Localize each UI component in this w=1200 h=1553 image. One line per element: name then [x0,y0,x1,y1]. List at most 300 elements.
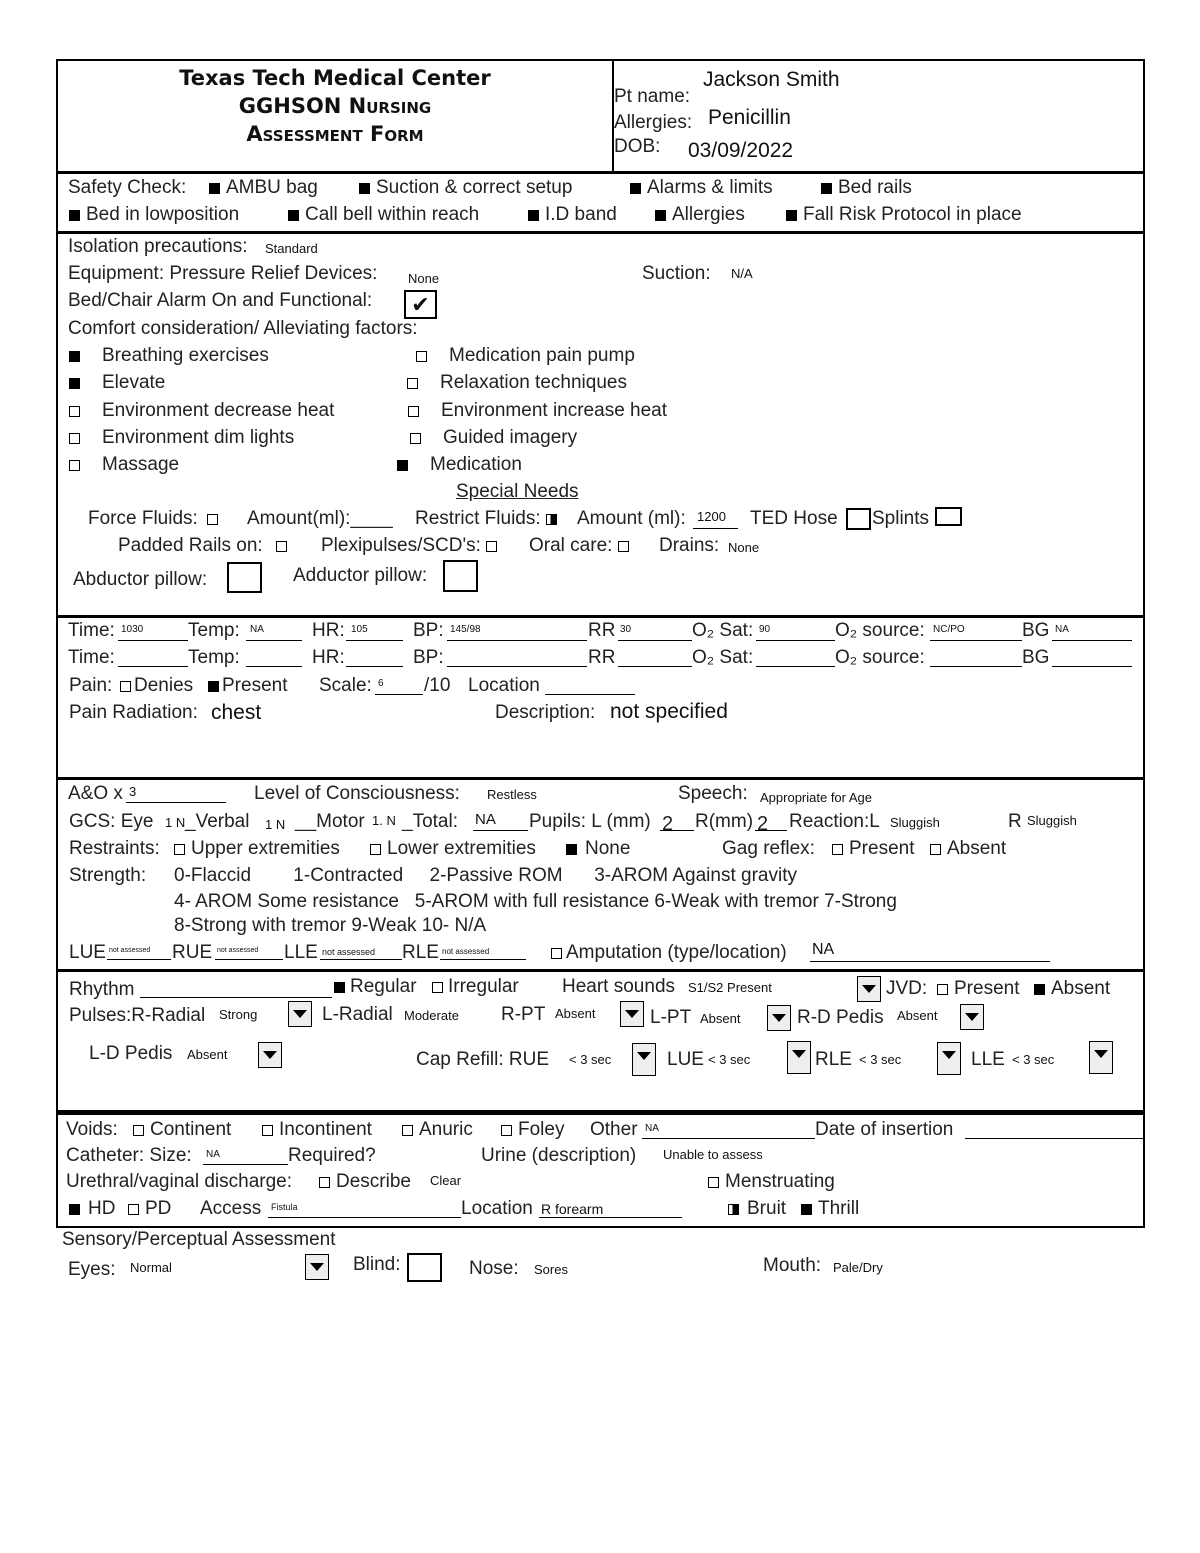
rr-input-2[interactable] [618,666,692,667]
bedlow-checkbox[interactable] [69,210,80,221]
menstruating-label: Menstruating [725,1171,835,1192]
verbal-value[interactable]: 1 N [265,817,286,832]
increase-heat-label: Environment increase heat [441,400,668,421]
ao-value[interactable]: 3 [129,784,137,799]
padded-rails[interactable] [118,535,293,557]
access-label: Access [200,1198,262,1219]
comfort-elevate[interactable] [69,372,165,394]
anuric-checkbox[interactable] [402,1125,413,1136]
pain-denies[interactable] [120,675,193,697]
idband-label: I.D band [545,204,617,225]
voids-foley[interactable] [501,1119,564,1141]
restraint-none[interactable] [566,838,630,860]
jvd-label: JVD: [886,978,928,999]
pain-present-checkbox[interactable] [208,681,219,692]
location-value[interactable]: R forearm [541,1201,604,1217]
restraint-lower-checkbox[interactable] [370,844,381,855]
bruit-label: Bruit [747,1198,787,1219]
cap-lue-label: LUE [667,1049,704,1070]
dim-lights-label: Environment dim lights [102,427,295,448]
date-insertion-input[interactable] [965,1138,1143,1139]
voids-continent[interactable] [133,1119,231,1141]
temp-input-2[interactable] [246,666,302,667]
oral-care[interactable] [529,535,635,557]
isolation-label: Isolation precautions: [68,236,248,257]
location-label: Location [461,1198,533,1219]
safety-callbell[interactable] [288,204,479,226]
time-label-2: Time: [68,647,115,668]
title-line1: Texas Tech Medical Center [179,66,491,90]
safety-suction[interactable] [359,177,572,199]
bedrails-checkbox[interactable] [821,183,832,194]
safety-idband[interactable] [528,204,617,226]
cap-lle-dropdown[interactable] [1089,1041,1113,1074]
amount-ml-label: Amount(ml):____ [247,508,393,529]
lue-value[interactable]: not assessed [109,947,151,954]
equipment-label: Equipment: Pressure Relief Devices: [68,263,378,284]
bedalarm-checkbox[interactable]: ✔ [404,290,437,319]
mouth-label: Mouth: [763,1255,822,1276]
amputation-checkbox[interactable] [551,948,562,959]
pt-name-label: Pt name: [614,86,691,107]
bg-label-2: BG [1022,647,1050,668]
gag-absent-checkbox[interactable] [930,844,941,855]
pain-denies-label: Denies [134,675,194,696]
restraint-lower[interactable] [370,838,536,860]
pd-checkbox[interactable] [128,1204,139,1215]
restraint-upper[interactable] [174,838,340,860]
reaction-l-value[interactable]: Sluggish [890,815,940,830]
medication-label: Medication [430,454,522,475]
heart-dropdown[interactable] [857,976,881,1002]
rhythm-input[interactable] [140,997,332,998]
time-label-1: Time: [68,620,115,641]
pd-option[interactable] [128,1198,171,1220]
menstruating[interactable] [708,1171,835,1193]
r-radial-value[interactable]: Strong [219,1007,258,1022]
oral-care-label: Oral care: [529,535,613,556]
amputation-label: Amputation (type/location) [566,942,787,963]
restrict-fluids-checkbox[interactable] [546,514,557,525]
ted-hose-label: TED Hose [750,508,838,529]
l-dp-dropdown[interactable] [258,1042,282,1068]
gcs-eye-value[interactable]: 1 N [165,815,186,830]
l-radial-value[interactable]: Moderate [404,1008,459,1023]
restrict-fluids-label[interactable] [415,508,563,530]
force-fluids-label[interactable] [88,508,224,530]
idband-checkbox[interactable] [528,210,539,221]
comfort-massage[interactable] [69,454,179,476]
rr-label-1: RR [588,620,616,641]
temp-label-1: Temp: [188,620,240,641]
blind-label: Blind: [353,1254,401,1275]
o2src-value-1[interactable]: NC/PO [933,624,965,635]
r-dp-dropdown[interactable] [960,1004,984,1030]
bedlow-label: Bed in lowposition [86,204,240,225]
o2src-input-2[interactable] [930,666,1022,667]
temp-label-2: Temp: [188,647,240,668]
l-pt-label: L-PT [650,1007,692,1028]
speech-label: Speech: [678,783,748,804]
hd-checkbox[interactable] [69,1204,80,1215]
thrill-label: Thrill [818,1198,860,1219]
cap-lue-dropdown[interactable] [787,1041,811,1074]
describe-checkbox[interactable] [319,1177,330,1188]
decrease-heat-checkbox[interactable] [69,406,80,417]
rle-label: RLE [402,942,439,963]
lue-label: LUE [69,942,106,963]
elevate-label: Elevate [102,372,166,393]
rr-label-2: RR [588,647,616,668]
massage-checkbox[interactable] [69,460,80,471]
oral-care-checkbox[interactable] [618,541,629,552]
r-pt-label: R-PT [501,1004,546,1025]
cap-rle-value[interactable]: < 3 sec [859,1052,902,1067]
strength-line1: 0-Flaccid 1-Contracted 2-Passive ROM 3-AROM Against gravity [174,865,797,886]
rhythm-label: Rhythm [69,979,135,1000]
reaction-label: Reaction:L [789,811,880,832]
hd-option[interactable] [69,1198,115,1220]
jvd-present-checkbox[interactable] [937,984,948,995]
jvd-absent[interactable] [1034,978,1110,1000]
alarms-label: Alarms & limits [647,177,773,198]
plexipulses-checkbox[interactable] [486,541,497,552]
drains-value[interactable]: None [728,540,760,555]
urine-label: Urine (description) [481,1145,637,1166]
lle-value[interactable]: not assessed [322,947,376,957]
cap-lle-value[interactable]: < 3 sec [1012,1052,1055,1067]
ambu-label: AMBU bag [226,177,318,198]
r-pt-value[interactable]: Absent [555,1006,596,1021]
adductor-checkbox[interactable] [443,560,478,592]
required-label: Required? [288,1145,376,1166]
comfort-medication[interactable] [397,454,522,476]
discharge-describe[interactable] [319,1171,411,1193]
callbell-label: Call bell within reach [305,204,480,225]
strength-label: Strength: [69,865,147,886]
cap-refill-label: Cap Refill: RUE [416,1049,550,1070]
cap-rue-dropdown[interactable] [632,1043,656,1076]
abductor-checkbox[interactable] [227,562,262,593]
bedalarm-label: Bed/Chair Alarm On and Functional: [68,290,373,311]
comfort-increase-heat[interactable] [408,400,667,422]
regular-checkbox[interactable] [334,982,345,993]
anuric-label: Anuric [419,1119,473,1140]
discharge-label: Urethral/vaginal discharge: [66,1171,293,1192]
callbell-checkbox[interactable] [288,210,299,221]
bg-input-2[interactable] [1052,666,1132,667]
cap-rle-label: RLE [815,1049,852,1070]
regular-label: Regular [350,976,417,997]
gcs-eye-label: GCS: Eye [69,811,154,832]
suction-label: Suction & correct setup [376,177,573,198]
splints-checkbox[interactable] [935,507,962,526]
cap-rue-value[interactable]: < 3 sec [569,1052,612,1067]
safety-alarms[interactable] [630,177,773,199]
pupil-l-value[interactable]: 2 [662,813,674,835]
l-dp-label: L-D Pedis [89,1043,173,1064]
equipment-value[interactable]: None [408,271,440,286]
safety-fallrisk[interactable] [786,204,1022,226]
bp-value-1[interactable]: 145/98 [450,624,481,635]
access-value[interactable]: Fistula [271,1202,298,1212]
medication-checkbox[interactable] [397,460,408,471]
l-radial-label: L-Radial [322,1004,393,1025]
plexipulses[interactable] [321,535,503,557]
special-needs-heading: Special Needs [456,481,579,502]
radiation-value[interactable]: chest [211,701,262,724]
suction-value[interactable]: N/A [731,266,753,281]
catheter-label: Catheter: Size: [66,1145,192,1166]
continent-checkbox[interactable] [133,1125,144,1136]
eyes-value[interactable]: Normal [130,1260,172,1275]
fallrisk-checkbox[interactable] [786,210,797,221]
strength-line3: 8-Strong with tremor 9-Weak 10- N/A [174,915,487,936]
gag-present-checkbox[interactable] [832,844,843,855]
alarms-checkbox[interactable] [630,183,641,194]
blind-checkbox[interactable] [407,1253,442,1282]
dob-value[interactable]: 03/09/2022 [688,139,794,162]
r-pt-dropdown[interactable] [620,1001,644,1027]
safety-allergies-label: Allergies [672,204,745,225]
describe-label: Describe [336,1171,411,1192]
gag-absent[interactable] [930,838,1006,860]
strength-line2: 4- AROM Some resistance 5-AROM with full resistance 6-Weak with tremor 7-Strong [174,891,897,912]
nose-label: Nose: [469,1258,519,1279]
ao-label: A&O x [68,783,123,804]
scale-label: Scale: [319,675,372,696]
safety-label: Safety Check: [68,177,187,198]
guided-imagery-checkbox[interactable] [410,433,421,444]
suction-checkbox[interactable] [359,183,370,194]
rr-value-1[interactable]: 30 [620,624,632,635]
loc-label: Level of Consciousness: [254,783,460,804]
motor-value[interactable]: 1. N [372,813,396,828]
restrict-amount-value[interactable]: 1200 [697,509,726,524]
pulses-label: Pulses:R-Radial [69,1005,206,1026]
bruit-option[interactable] [728,1198,786,1220]
plexipulses-label: Plexipulses/SCD's: [321,535,481,556]
padded-rails-label: Padded Rails on: [118,535,263,556]
jvd-absent-checkbox[interactable] [1034,984,1045,995]
loc-value[interactable]: Restless [487,787,537,802]
hr-label-2: HR: [312,647,345,668]
allergies-value[interactable]: Penicillin [708,106,791,129]
o2src-label-1: O₂ source: [835,620,925,641]
restraint-none-label: None [585,838,631,859]
bp-label-1: BP: [413,620,444,641]
pupils-label: Pupils: L (mm) [529,811,651,832]
gag-label: Gag reflex: [722,838,815,859]
o2sat-value-1[interactable]: 90 [759,624,771,635]
comfort-pain-pump[interactable] [416,345,635,367]
other-value[interactable]: NA [645,1123,659,1134]
date-insertion-label: Date of insertion [815,1119,954,1140]
comfort-dim-lights[interactable] [69,427,294,449]
reaction-r-value[interactable]: Sluggish [1027,813,1077,828]
voids-label: Voids: [66,1119,118,1140]
time-value-1[interactable]: 1030 [121,624,144,635]
isolation-value[interactable]: Standard [265,241,318,256]
r-radial-dropdown[interactable] [288,1001,312,1027]
comfort-relaxation[interactable] [407,372,627,394]
motor-text: Motor [316,811,365,832]
abductor-label: Abductor pillow: [73,569,208,590]
motor-label: __Motor [295,811,365,832]
restraint-none-checkbox[interactable] [566,844,577,855]
gag-present[interactable] [832,838,914,860]
padded-rails-checkbox[interactable] [276,541,287,552]
pain-present-label: Present [222,675,288,696]
jvd-present[interactable] [937,978,1019,1000]
hr-value-1[interactable]: 105 [351,624,368,635]
foley-checkbox[interactable] [501,1125,512,1136]
nose-value[interactable]: Sores [534,1262,568,1277]
lle-label: LLE [284,942,318,963]
menstruating-checkbox[interactable] [708,1177,719,1188]
pain-denies-checkbox[interactable] [120,681,131,692]
comfort-decrease-heat[interactable] [69,400,334,422]
continent-label: Continent [150,1119,232,1140]
total-value[interactable]: NA [475,811,496,828]
incontinent-label: Incontinent [279,1119,372,1140]
bg-value-1[interactable]: NA [1055,624,1069,635]
foley-label: Foley [518,1119,565,1140]
description-label: Description: [495,702,596,723]
relaxation-label: Relaxation techniques [440,372,627,393]
pupil-r-label: R(mm) [695,811,754,832]
rue-label: RUE [172,942,213,963]
eyes-label: Eyes: [68,1259,116,1280]
adductor-label: Adductor pillow: [293,565,428,586]
amputation[interactable] [551,942,787,964]
verbal-text: Verbal [195,811,250,832]
comfort-breathing[interactable] [69,345,269,367]
heart-label: Heart sounds [562,976,676,997]
rhythm-regular[interactable] [334,976,417,998]
amputation-value[interactable]: NA [812,941,835,958]
pd-label: PD [145,1198,172,1219]
bp-input-2[interactable] [447,666,587,667]
cap-lue-value[interactable]: < 3 sec [708,1052,751,1067]
bruit-checkbox[interactable] [728,1204,739,1215]
ted-hose-checkbox[interactable] [846,508,871,530]
ambu-checkbox[interactable] [209,183,220,194]
hr-label-1: HR: [312,620,345,641]
increase-heat-checkbox[interactable] [408,406,419,417]
amount-ml2-label: Amount (ml): [577,508,686,529]
bedrails-label: Bed rails [838,177,912,198]
rue-value[interactable]: not assessed [217,947,259,954]
temp-value-1[interactable]: NA [250,624,264,635]
allergies-checkbox[interactable] [655,210,666,221]
speech-value[interactable]: Appropriate for Age [760,790,873,805]
mouth-value[interactable]: Pale/Dry [833,1260,883,1275]
other-label: Other [590,1119,638,1140]
total-text: Total: [412,811,458,832]
jvd-absent-label: Absent [1051,978,1111,999]
reaction-r-label: R [1008,811,1022,832]
pain-pump-checkbox[interactable] [416,351,427,362]
comfort-guided-imagery[interactable] [410,427,577,449]
cap-rle-dropdown[interactable] [937,1042,961,1075]
describe-value[interactable]: Clear [430,1173,462,1188]
relaxation-checkbox[interactable] [407,378,418,389]
restrict-fluids-text: Restrict Fluids: [415,508,541,529]
elevate-checkbox[interactable] [69,378,80,389]
dob-label: DOB: [614,136,661,157]
l-pt-dropdown[interactable] [767,1005,791,1031]
allergies-label: Allergies: [614,112,693,133]
total-label: _Total: [402,811,458,832]
pain-location-input[interactable] [545,694,635,695]
o2sat-input-2[interactable] [756,666,835,667]
l-dp-value[interactable]: Absent [187,1047,228,1062]
eyes-dropdown[interactable] [305,1254,329,1280]
rhythm-irregular[interactable] [432,976,519,998]
radiation-label: Pain Radiation: [69,702,198,723]
safety-allergies[interactable] [655,204,745,226]
breathing-label: Breathing exercises [102,345,269,366]
urine-value[interactable]: Unable to assess [663,1147,763,1162]
pt-name-value[interactable]: Jackson Smith [703,68,840,91]
o2sat-label-2: O₂ Sat: [692,647,754,668]
decrease-heat-label: Environment decrease heat [102,400,335,421]
force-fluids-checkbox[interactable] [207,514,218,525]
pain-present[interactable] [208,675,287,697]
title-line3: Assessment Form [246,122,424,146]
r-dp-value[interactable]: Absent [897,1008,938,1023]
voids-incontinent[interactable] [262,1119,372,1141]
incontinent-checkbox[interactable] [262,1125,273,1136]
rle-value[interactable]: not assessed [442,947,490,956]
safety-bedrails[interactable] [821,177,912,199]
jvd-present-label: Present [954,978,1020,999]
restraint-upper-checkbox[interactable] [174,844,185,855]
description-value[interactable]: not specified [610,700,728,723]
voids-anuric[interactable] [402,1119,473,1141]
restraint-upper-label: Upper extremities [191,838,340,859]
catheter-value[interactable]: NA [206,1149,220,1160]
time-input-2[interactable] [118,666,188,667]
thrill-option[interactable] [801,1198,859,1220]
sensory-title: Sensory/Perceptual Assessment [62,1229,336,1250]
hr-input-2[interactable] [346,666,403,667]
thrill-checkbox[interactable] [801,1204,812,1215]
scale-value[interactable]: 6 [378,678,384,689]
pain-pump-label: Medication pain pump [449,345,635,366]
safety-ambu[interactable] [209,177,318,199]
force-fluids-text: Force Fluids: [88,508,198,529]
bp-label-2: BP: [413,647,444,668]
pupil-r-value[interactable]: 2 [757,813,769,835]
verbal-label: _Verbal [185,811,250,832]
cap-lle-label: LLE [971,1049,1005,1070]
restraints-label: Restraints: [69,838,160,859]
o2sat-label-1: O₂ Sat: [692,620,754,641]
heart-value[interactable]: S1/S2 Present [688,980,772,995]
hd-label: HD [88,1198,116,1219]
l-pt-value[interactable]: Absent [700,1011,741,1026]
title-line2: GGHSON Nursing [238,94,432,118]
pain-label: Pain: [69,675,113,696]
pain-location-label: Location [468,675,540,696]
safety-bedlow[interactable] [69,204,239,226]
breathing-checkbox[interactable] [69,351,80,362]
irregular-checkbox[interactable] [432,982,443,993]
dim-lights-checkbox[interactable] [69,433,80,444]
r-dp-label: R-D Pedis [797,1007,884,1028]
